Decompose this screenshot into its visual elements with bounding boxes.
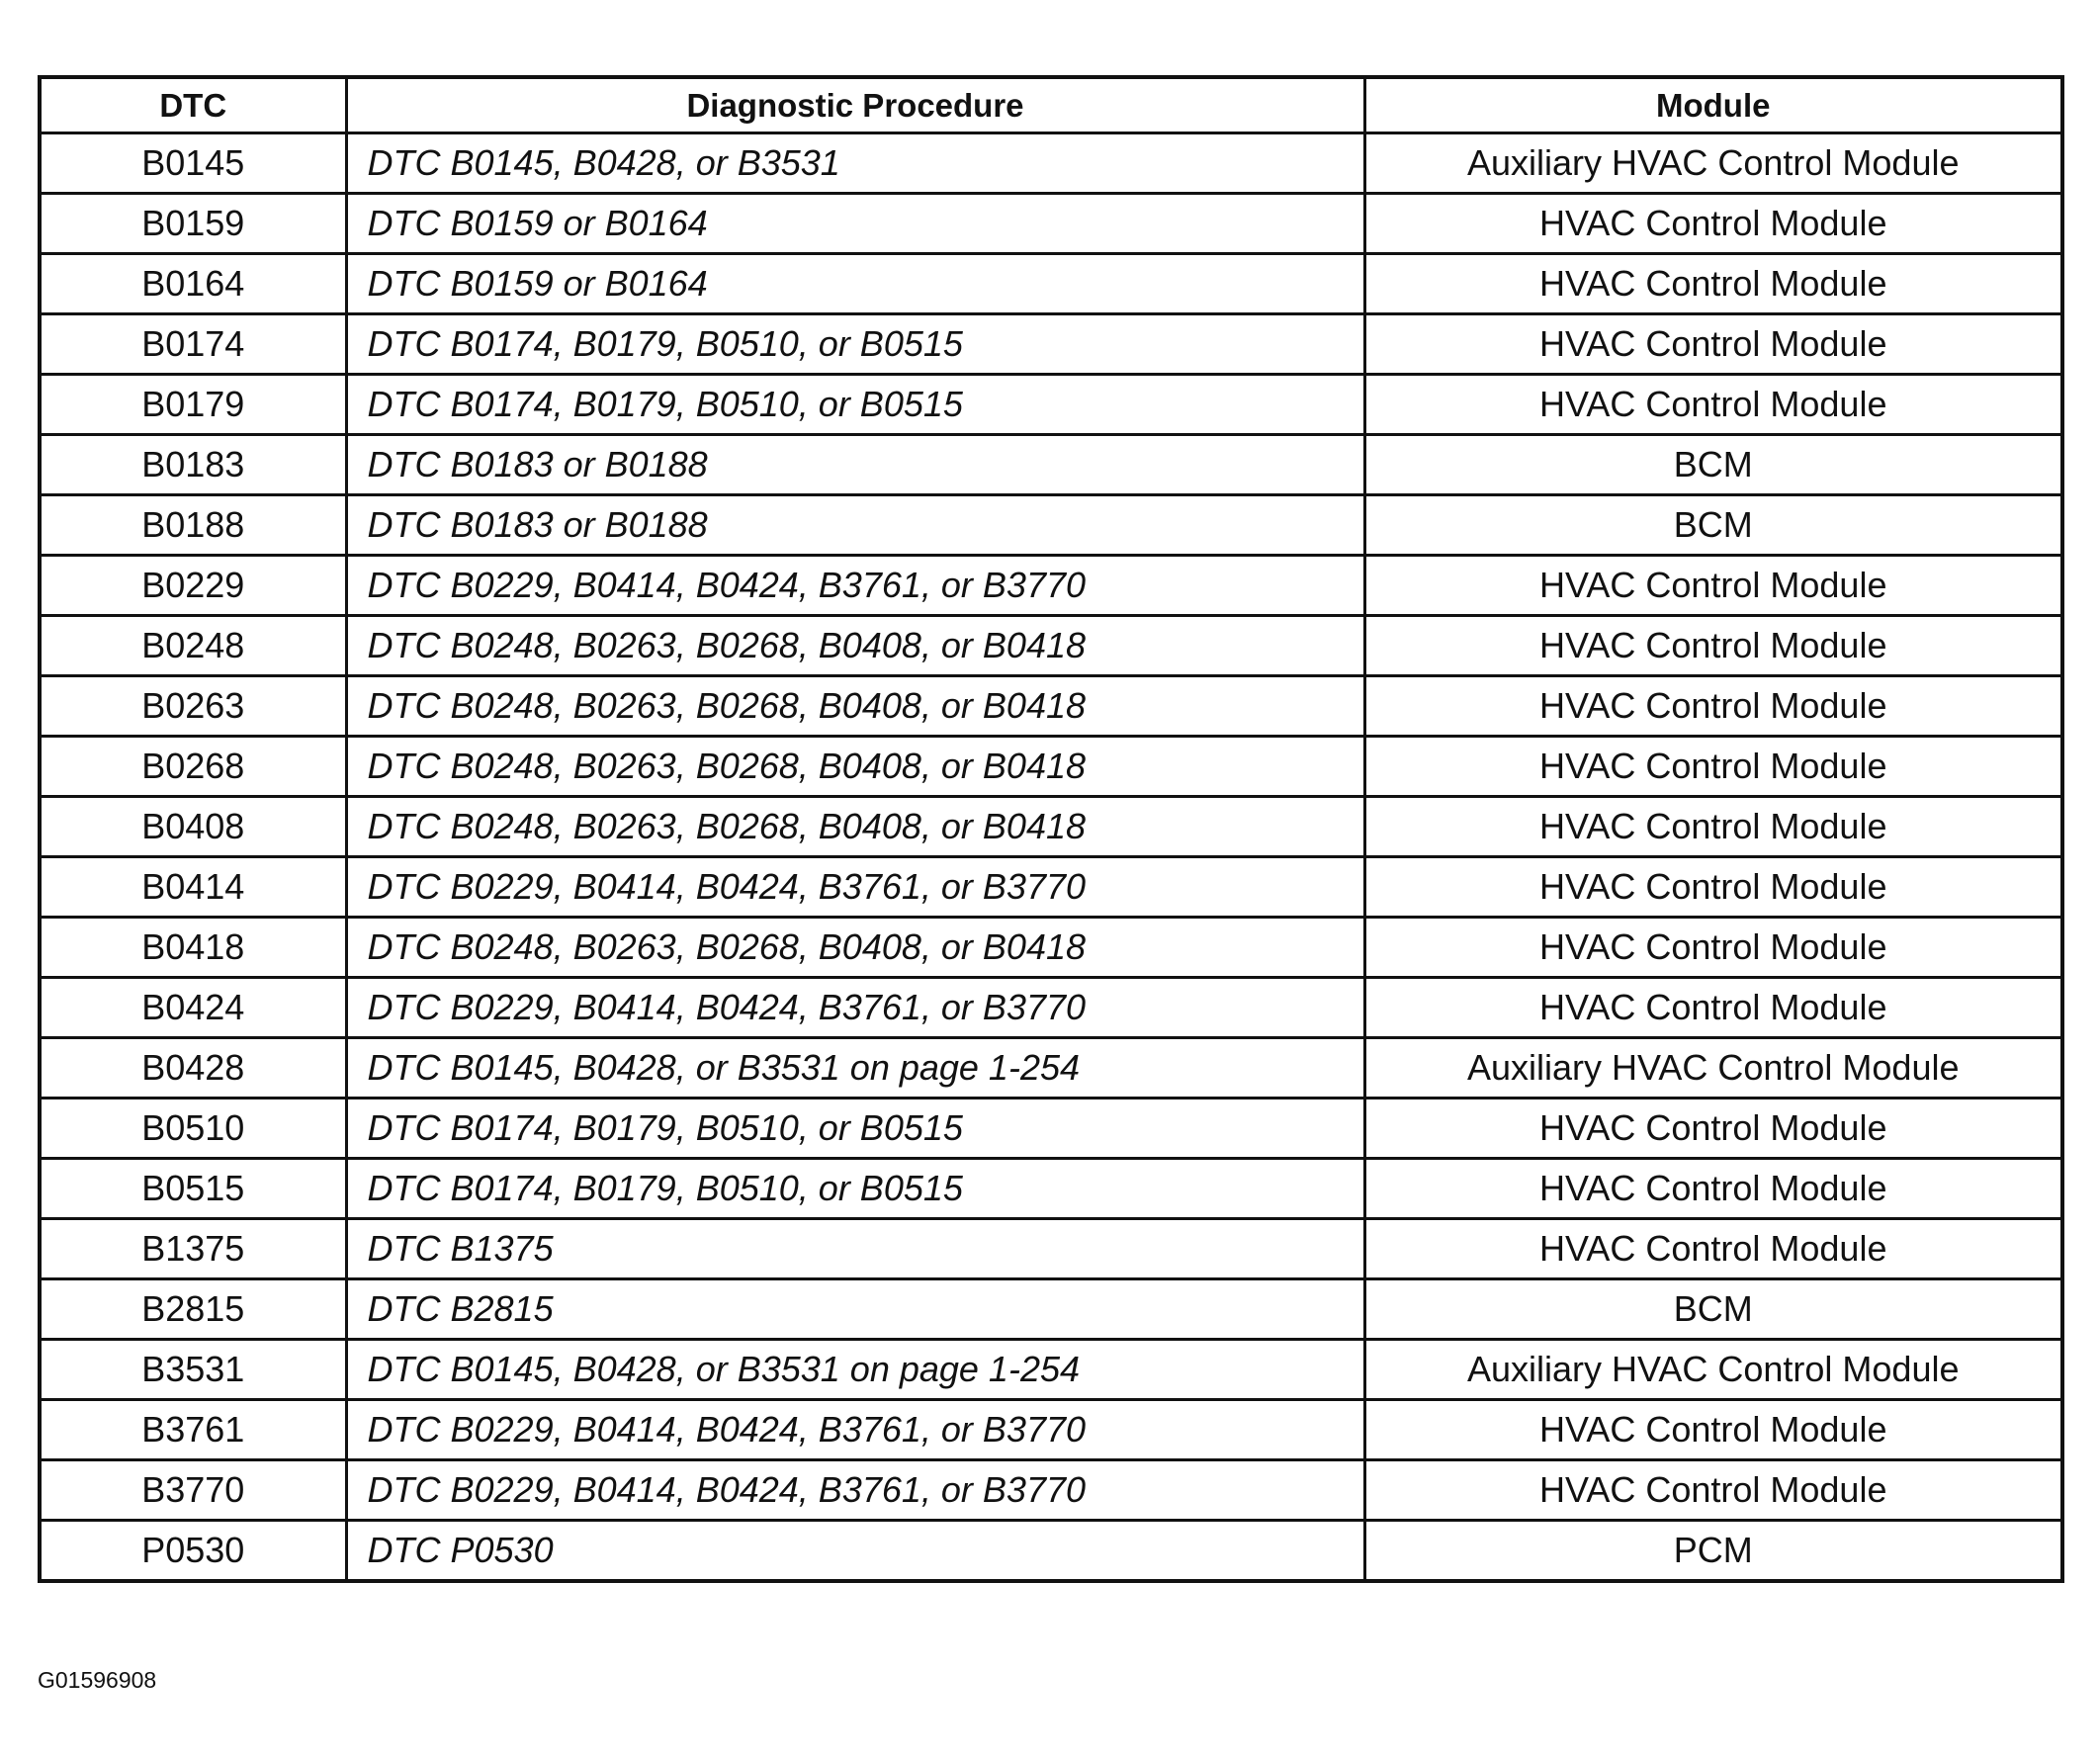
diagnostic-procedure-cell: DTC B0174, B0179, B0510, or B0515 — [346, 375, 1364, 435]
diagnostic-procedure-cell: DTC B0248, B0263, B0268, B0408, or B0418 — [346, 737, 1364, 797]
table-row — [40, 1219, 2062, 1279]
module-cell: HVAC Control Module — [1364, 1159, 2062, 1219]
table-row — [40, 435, 2062, 495]
dtc-table — [38, 75, 2064, 1583]
diagnostic-procedure-cell: DTC B0248, B0263, B0268, B0408, or B0418 — [346, 616, 1364, 676]
diagnostic-procedure-cell: DTC B0183 or B0188 — [346, 435, 1364, 495]
module-cell: HVAC Control Module — [1364, 1460, 2062, 1521]
module-cell: HVAC Control Module — [1364, 978, 2062, 1038]
diagnostic-procedure-cell: DTC B0159 or B0164 — [346, 194, 1364, 254]
module-cell: HVAC Control Module — [1364, 1219, 2062, 1279]
table-row — [40, 1099, 2062, 1159]
dtc-code-cell: B0159 — [40, 194, 346, 254]
diagnostic-procedure-cell: DTC B0145, B0428, or B3531 on page 1-254 — [346, 1038, 1364, 1099]
dtc-code-cell: B0248 — [40, 616, 346, 676]
header-dtc: DTC — [40, 77, 346, 133]
module-cell: HVAC Control Module — [1364, 1400, 2062, 1460]
table-row — [40, 797, 2062, 857]
diagnostic-procedure-cell: DTC B0174, B0179, B0510, or B0515 — [346, 1159, 1364, 1219]
dtc-code-cell: B0183 — [40, 435, 346, 495]
table-row — [40, 254, 2062, 314]
diagnostic-procedure-cell: DTC B0229, B0414, B0424, B3761, or B3770 — [346, 978, 1364, 1038]
dtc-code-cell: B0510 — [40, 1099, 346, 1159]
dtc-code-cell: B0229 — [40, 556, 346, 616]
table-row — [40, 1521, 2062, 1582]
table-row — [40, 978, 2062, 1038]
module-cell: PCM — [1364, 1521, 2062, 1582]
table-row — [40, 133, 2062, 194]
dtc-code-cell: B0418 — [40, 918, 346, 978]
dtc-code-cell: B0424 — [40, 978, 346, 1038]
dtc-code-cell: B0145 — [40, 133, 346, 194]
module-cell: HVAC Control Module — [1364, 1099, 2062, 1159]
dtc-code-cell: B3761 — [40, 1400, 346, 1460]
table-row — [40, 375, 2062, 435]
header-module: Module — [1364, 77, 2062, 133]
diagnostic-procedure-cell: DTC B0145, B0428, or B3531 — [346, 133, 1364, 194]
module-cell: Auxiliary HVAC Control Module — [1364, 1340, 2062, 1400]
table-row — [40, 1340, 2062, 1400]
dtc-code-cell: B1375 — [40, 1219, 346, 1279]
table-row — [40, 194, 2062, 254]
diagnostic-procedure-cell: DTC B0229, B0414, B0424, B3761, or B3770 — [346, 1400, 1364, 1460]
diagnostic-procedure-cell: DTC B0248, B0263, B0268, B0408, or B0418 — [346, 918, 1364, 978]
dtc-code-cell: B0515 — [40, 1159, 346, 1219]
diagnostic-procedure-cell: DTC B0174, B0179, B0510, or B0515 — [346, 314, 1364, 375]
dtc-code-cell: B0414 — [40, 857, 346, 918]
table-row — [40, 314, 2062, 375]
module-cell: Auxiliary HVAC Control Module — [1364, 133, 2062, 194]
dtc-code-cell: B0174 — [40, 314, 346, 375]
table-row — [40, 1460, 2062, 1521]
table-row — [40, 1279, 2062, 1340]
table-row — [40, 616, 2062, 676]
diagnostic-procedure-cell: DTC B0229, B0414, B0424, B3761, or B3770 — [346, 556, 1364, 616]
table-row — [40, 495, 2062, 556]
dtc-code-cell: B0179 — [40, 375, 346, 435]
module-cell: Auxiliary HVAC Control Module — [1364, 1038, 2062, 1099]
diagnostic-procedure-cell: DTC B0159 or B0164 — [346, 254, 1364, 314]
table-row — [40, 737, 2062, 797]
dtc-code-cell: B0263 — [40, 676, 346, 737]
diagnostic-procedure-cell: DTC B2815 — [346, 1279, 1364, 1340]
dtc-code-cell: B3531 — [40, 1340, 346, 1400]
diagnostic-procedure-cell: DTC B0174, B0179, B0510, or B0515 — [346, 1099, 1364, 1159]
diagnostic-procedure-cell: DTC P0530 — [346, 1521, 1364, 1582]
table-row — [40, 857, 2062, 918]
module-cell: HVAC Control Module — [1364, 556, 2062, 616]
module-cell: HVAC Control Module — [1364, 616, 2062, 676]
module-cell: HVAC Control Module — [1364, 797, 2062, 857]
diagnostic-procedure-cell: DTC B0248, B0263, B0268, B0408, or B0418 — [346, 797, 1364, 857]
table-row — [40, 1159, 2062, 1219]
dtc-code-cell: B0428 — [40, 1038, 346, 1099]
diagnostic-procedure-cell: DTC B0229, B0414, B0424, B3761, or B3770 — [346, 857, 1364, 918]
table-row — [40, 556, 2062, 616]
dtc-code-cell: B0268 — [40, 737, 346, 797]
dtc-code-cell: B2815 — [40, 1279, 346, 1340]
table-row — [40, 676, 2062, 737]
module-cell: HVAC Control Module — [1364, 918, 2062, 978]
module-cell: BCM — [1364, 495, 2062, 556]
dtc-code-cell: B0408 — [40, 797, 346, 857]
module-cell: HVAC Control Module — [1364, 676, 2062, 737]
table-header — [40, 77, 2062, 133]
table-row — [40, 918, 2062, 978]
header-diagnostic-procedure: Diagnostic Procedure — [346, 77, 1364, 133]
dtc-code-cell: B3770 — [40, 1460, 346, 1521]
module-cell: HVAC Control Module — [1364, 194, 2062, 254]
header-row — [40, 77, 2062, 133]
module-cell: BCM — [1364, 435, 2062, 495]
diagnostic-procedure-cell: DTC B1375 — [346, 1219, 1364, 1279]
module-cell: HVAC Control Module — [1364, 857, 2062, 918]
table-row — [40, 1038, 2062, 1099]
table-body — [40, 133, 2062, 1582]
module-cell: HVAC Control Module — [1364, 254, 2062, 314]
diagnostic-procedure-cell: DTC B0229, B0414, B0424, B3761, or B3770 — [346, 1460, 1364, 1521]
diagnostic-procedure-cell: DTC B0145, B0428, or B3531 on page 1-254 — [346, 1340, 1364, 1400]
module-cell: HVAC Control Module — [1364, 737, 2062, 797]
diagnostic-procedure-cell: DTC B0248, B0263, B0268, B0408, or B0418 — [346, 676, 1364, 737]
module-cell: HVAC Control Module — [1364, 375, 2062, 435]
dtc-code-cell: B0188 — [40, 495, 346, 556]
diagnostic-procedure-cell: DTC B0183 or B0188 — [346, 495, 1364, 556]
dtc-code-cell: B0164 — [40, 254, 346, 314]
table-row — [40, 1400, 2062, 1460]
figure-id: G01596908 — [38, 1667, 157, 1693]
dtc-code-cell: P0530 — [40, 1521, 346, 1582]
module-cell: HVAC Control Module — [1364, 314, 2062, 375]
module-cell: BCM — [1364, 1279, 2062, 1340]
